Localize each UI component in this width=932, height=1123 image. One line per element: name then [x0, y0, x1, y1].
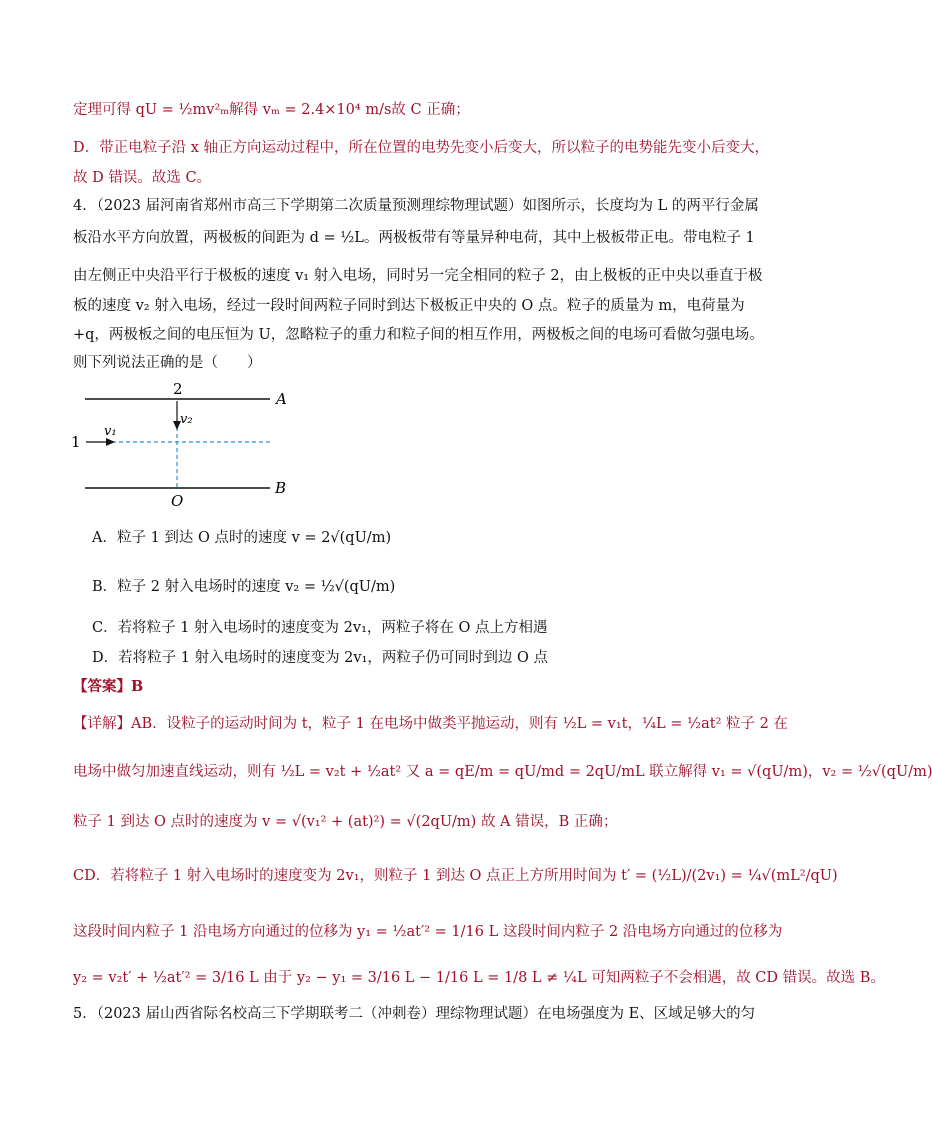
option-c: C．若将粒子 1 射入电场时的速度变为 2v₁，两粒子将在 O 点上方相遇 — [92, 620, 548, 636]
question-5-line: 5．（2023 届山西省际名校高三下学期联考二（冲刺卷）理综物理试题）在电场强度为 E、区域足够大的匀 — [73, 1006, 756, 1022]
v1-arrowhead — [106, 438, 115, 446]
label-A: A — [276, 390, 287, 408]
text-line: D．带正电粒子沿 x 轴正方向运动过程中，所在位置的电势先变小后变大，所以粒子的电势能先变小后变大， — [73, 140, 770, 156]
question-4-line: 则下列说法正确的是（ ） — [73, 355, 262, 371]
explanation-line: CD．若将粒子 1 射入电场时的速度变为 2v₁，则粒子 1 到达 O 点正上方所用时间为 t′ = (½L)/(2v₁) = ¼√(mL²/qU) — [73, 868, 838, 884]
question-4-line: 由左侧正中央沿平行于极板的速度 v₁ 射入电场，同时另一完全相同的粒子 2，由上极板的正中央以垂直于极 — [73, 268, 763, 284]
label-2: 2 — [173, 380, 183, 398]
explanation-line: 粒子 1 到达 O 点时的速度为 v = √(v₁² + (at)²) = √(2qU/m) 故 A 错误，B 正确； — [73, 814, 618, 830]
explanation-line: 电场中做匀加速直线运动，则有 ½L = v₂t + ½at² 又 a = qE/m = qU/md = 2qU/mL 联立解得 v₁ = √(qU/m)，v₂ = ½√(qU/m) — [73, 764, 932, 780]
label-O: O — [171, 492, 184, 510]
text-line: 定理可得 qU = ½mv²ₘ解得 vₘ = 2.4×10⁴ m/s故 C 正确； — [73, 102, 470, 118]
explanation-line: 【详解】AB．设粒子的运动时间为 t，粒子 1 在电场中做类平抛运动，则有 ½L = v₁t，¼L = ½at² 粒子 2 在 — [73, 716, 788, 732]
explanation-line: y₂ = v₂t′ + ½at′² = 3/16 L 由于 y₂ − y₁ = 3/16 L − 1/16 L = 1/8 L ≠ ¼L 可知两粒子不会相遇，故 CD 错误。故选 B。 — [73, 970, 885, 986]
option-a: A．粒子 1 到达 O 点时的速度 v = 2√(qU/m) — [92, 530, 392, 546]
question-4-line: 4．（2023 届河南省郑州市高三下学期第二次质量预测理综物理试题）如图所示，长度均为 L 的两平行金属 — [73, 198, 759, 214]
explanation-line: 这段时间内粒子 1 沿电场方向通过的位移为 y₁ = ½at′² = 1/16 L 这段时间内粒子 2 沿电场方向通过的位移为 — [73, 924, 783, 940]
question-4-line: +q，两极板之间的电压恒为 U，忽略粒子的重力和粒子间的相互作用，两极板之间的电场可看做匀强电场。 — [73, 327, 764, 343]
label-v1: v₁ — [104, 424, 117, 439]
option-b: B．粒子 2 射入电场时的速度 v₂ = ½√(qU/m) — [92, 579, 396, 595]
question-4-line: 板沿水平方向放置，两极板的间距为 d = ½L。两极板带有等量异种电荷，其中上极板带正电。带电粒子 1 — [73, 230, 755, 246]
label-B: B — [275, 479, 287, 497]
text-line: 故 D 错误。故选 C。 — [73, 170, 212, 186]
label-v2: v₂ — [180, 412, 193, 427]
option-d: D．若将粒子 1 射入电场时的速度变为 2v₁，两粒子仍可同时到边 O 点 — [92, 650, 549, 666]
answer-label: 【答案】B — [73, 678, 144, 695]
question-4-line: 板的速度 v₂ 射入电场，经过一段时间两粒子同时到达下极板正中央的 O 点。粒子的质量为 m，电荷量为 — [73, 298, 745, 314]
capacitor-diagram — [70, 375, 300, 510]
label-1: 1 — [71, 433, 81, 451]
